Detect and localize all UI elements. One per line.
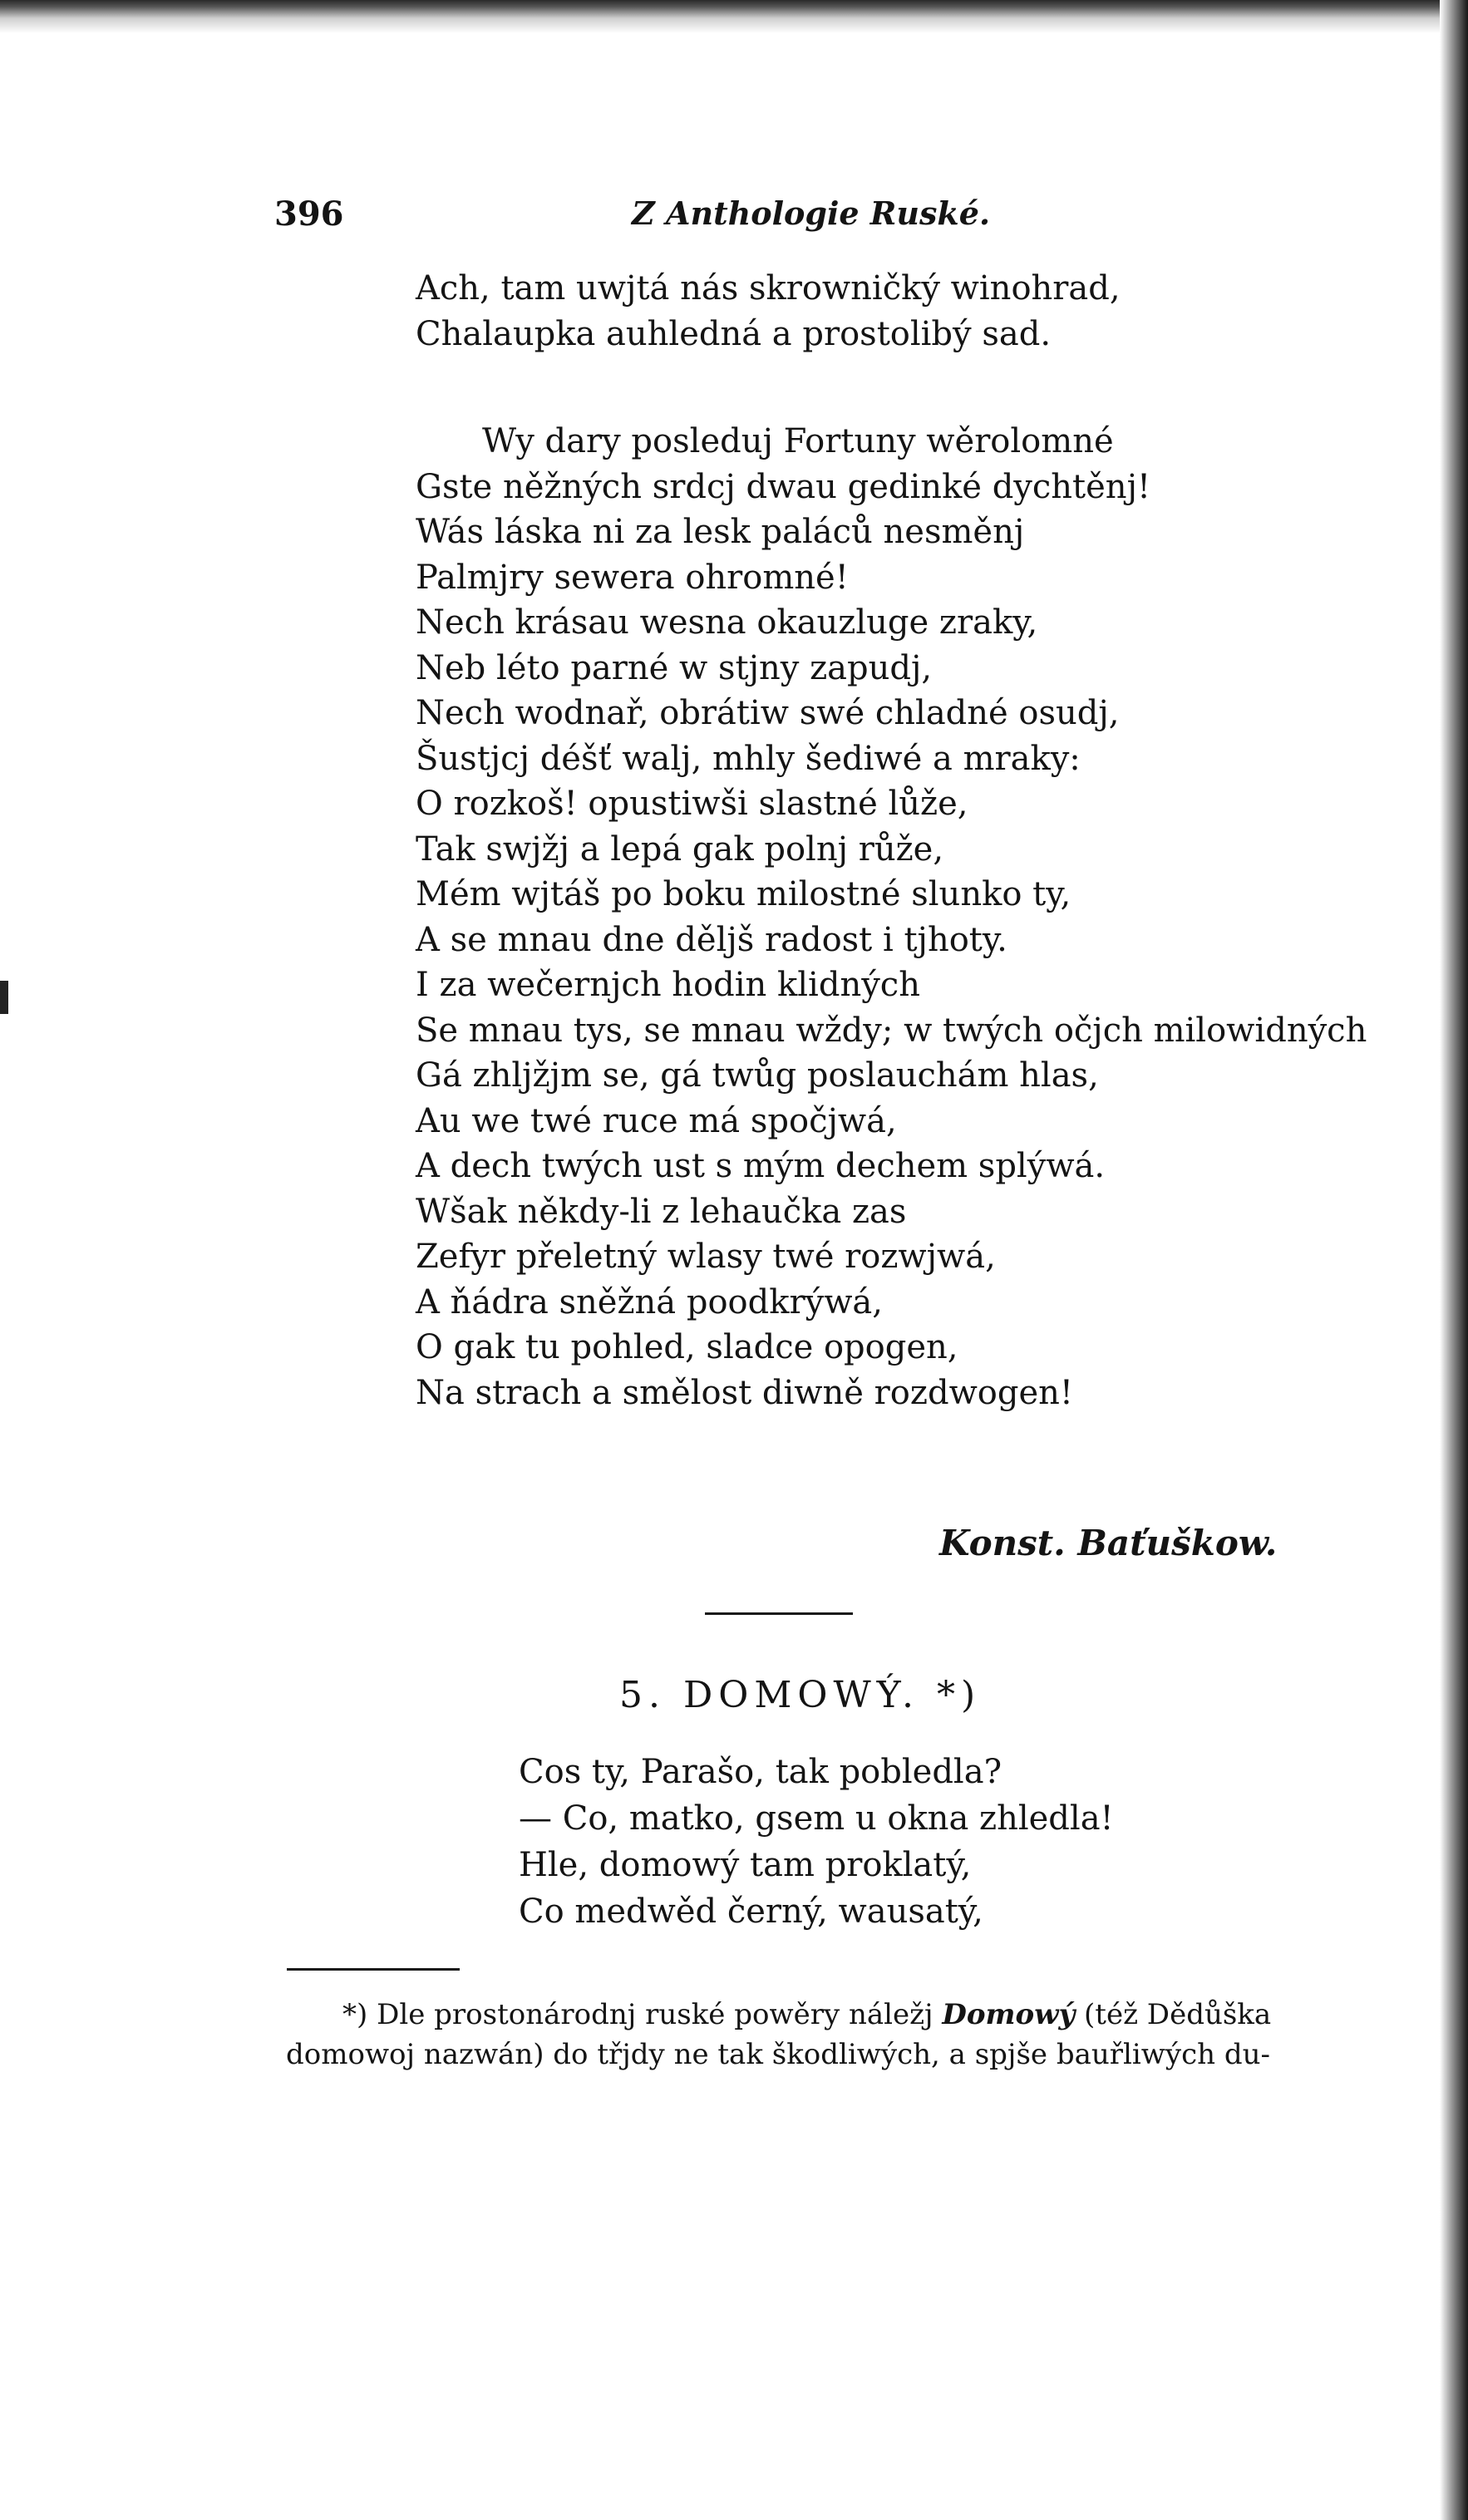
poem-line: Ach, tam uwjtá nás skrowničký winohrad, [416, 269, 1121, 308]
footnote-italic-term: Domowý [942, 1998, 1076, 2031]
poem-line: Au we twé ruce má spočjwá, [416, 1101, 897, 1140]
poem2-line: Co medwěd černý, wausatý, [519, 1892, 983, 1931]
poem-line: Wás láska ni za lesk paláců nesměnj [416, 513, 1025, 551]
poem-line: A se mnau dne děljš radost i tjhoty. [416, 920, 1007, 959]
stanza-gap [416, 357, 1413, 419]
poem-line: Zefyr přeletný wlasy twé rozwjwá, [416, 1238, 996, 1276]
poem-line: Nech krásau wesna okauzluge zraky, [416, 603, 1038, 642]
footnote-text: (též Dědůška [1075, 1998, 1272, 2031]
poem-body [416, 266, 1413, 1415]
page-header [274, 194, 1305, 241]
poem-line: Wy dary posleduj Fortuny wěrolomné [482, 422, 1114, 460]
poem-line: Mém wjtáš po boku milostné slunko ty, [416, 875, 1071, 913]
scan-left-mark [0, 981, 8, 1014]
poem-line: Gá zhljžjm se, gá twůg poslauchám hlas, [416, 1056, 1099, 1095]
footnote-line: domowoj nazwán) do třjdy ne tak škodliwých, a spjše bauřliwých du- [286, 2038, 1270, 2071]
poem2-line: Hle, domowý tam proklatý, [519, 1846, 972, 1884]
section-title: 5. DOMOWÝ. *) [619, 1674, 982, 1716]
poem-line: Se mnau tys, se mnau wždy; w twých očjch milowidných [416, 1011, 1367, 1050]
poem2-line: — Co, matko, gsem u okna zhledla! [519, 1799, 1114, 1838]
scan-top-edge [0, 0, 1468, 33]
poem-line: O rozkoš! opustiwši slastné lůže, [416, 785, 968, 823]
poem-line: Neb léto parné w stjny zapudj, [416, 648, 933, 687]
poem-line: Wšak někdy-li z lehaučka zas [416, 1192, 907, 1231]
author-signature: Konst. Baťuškow. [939, 1523, 1278, 1563]
poem-line: Palmjry sewera ohromné! [416, 558, 849, 597]
footnote-text: *) Dle prostonárodnj ruské powěry náležj [342, 1998, 943, 2031]
poem-line: Chalaupka auhledná a prostolibý sad. [416, 314, 1052, 353]
poem2-body [519, 1749, 1267, 1935]
footnote-line [286, 1995, 1317, 2035]
footnote [286, 1995, 1317, 2075]
poem-line: I za wečernjch hodin klidných [416, 966, 920, 1004]
poem-line: A ňádra sněžná poodkrýwá, [416, 1282, 883, 1322]
footnote-rule [287, 1968, 460, 1971]
poem2-line: Cos ty, Parašo, tak pobledla? [519, 1753, 1002, 1791]
poem-line: O gak tu pohled, sladce opogen, [416, 1328, 958, 1366]
poem-line: A dech twých ust s mým dechem splýwá. [416, 1147, 1106, 1185]
section-divider [705, 1612, 853, 1615]
poem-line: Gste něžných srdcj dwau gedinké dychtěnj! [416, 467, 1151, 506]
running-title: Z Anthologie Ruské. [632, 194, 991, 232]
poem-line: Šustjcj déšť walj, mhly šediwé a mraky: [416, 739, 1081, 778]
poem-line: Tak swjžj a lepá gak polnj růže, [416, 829, 944, 869]
scan-right-edge [1440, 0, 1468, 2520]
poem-line: Nech wodnař, obrátiw swé chladné osudj, [416, 694, 1120, 732]
page-number: 396 [274, 194, 344, 234]
poem-line: Na strach a smělost diwně rozdwogen! [416, 1373, 1073, 1412]
